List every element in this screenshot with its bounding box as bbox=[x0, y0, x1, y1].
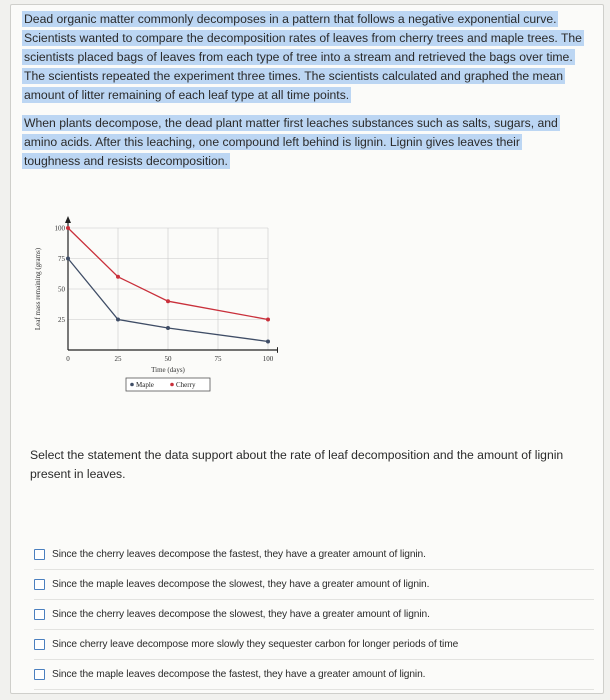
data-point-cherry bbox=[66, 226, 70, 230]
x-tick-label: 75 bbox=[214, 355, 222, 363]
highlighted-text: Dead organic matter commonly decomposes in a pattern that follows a negative exponential curve. Scientists wanted to compare the decomposition rates of leaves from cherry trees and maple trees. The scientists placed bags of leaves from each type of tree into a stream and retrieved the bags over time. The scientists repeated the experiment three times. The scientists calculated and graphed the mean amount of litter remaining of each leaf type at all time points. bbox=[24, 12, 582, 102]
legend-label-cherry: Cherry bbox=[176, 381, 196, 389]
legend-marker-maple bbox=[130, 383, 134, 387]
x-tick-label: 25 bbox=[114, 355, 122, 363]
y-axis-label: Leaf mass remaining (grams) bbox=[34, 247, 42, 331]
choice-label: Since cherry leave decompose more slowly they sequester carbon for longer periods of time bbox=[52, 639, 459, 650]
data-point-cherry bbox=[116, 275, 120, 279]
choice-label: Since the maple leaves decompose the fastest, they have a greater amount of lignin. bbox=[52, 669, 426, 680]
y-tick-label: 75 bbox=[58, 255, 65, 263]
checkbox[interactable] bbox=[34, 609, 45, 620]
y-tick-label: 100 bbox=[54, 224, 65, 233]
choice-label: Since the cherry leaves decompose the fastest, they have a greater amount of lignin. bbox=[52, 549, 426, 560]
question-prompt: Select the statement the data support about the rate of leaf decomposition and the amount of lignin present in leaves. bbox=[30, 448, 564, 481]
x-tick-label: 100 bbox=[262, 355, 274, 363]
x-tick-label: 50 bbox=[164, 355, 172, 363]
checkbox[interactable] bbox=[34, 669, 45, 680]
choice-label: Since the maple leaves decompose the slowest, they have a greater amount of lignin. bbox=[52, 579, 430, 590]
line-chart-svg bbox=[28, 210, 278, 400]
data-point-cherry bbox=[166, 299, 170, 303]
lignin-paragraph bbox=[22, 114, 562, 171]
answer-choice-2[interactable] bbox=[34, 570, 594, 600]
decomposition-chart bbox=[28, 210, 278, 400]
answer-choice-1[interactable] bbox=[34, 540, 594, 570]
legend-label-maple: Maple bbox=[136, 381, 154, 389]
y-axis-arrow bbox=[65, 216, 71, 223]
legend-marker-cherry bbox=[170, 383, 174, 387]
data-point-cherry bbox=[266, 318, 270, 322]
data-point-maple bbox=[166, 326, 170, 330]
intro-paragraph bbox=[22, 10, 582, 105]
data-point-maple bbox=[66, 257, 70, 261]
data-point-maple bbox=[266, 339, 270, 343]
data-point-maple bbox=[116, 318, 120, 322]
x-axis-label: Time (days) bbox=[151, 366, 185, 374]
answer-choice-5[interactable] bbox=[34, 660, 594, 690]
x-axis-arrow bbox=[277, 347, 278, 353]
y-tick-label: 25 bbox=[58, 316, 65, 324]
answer-choices bbox=[34, 540, 594, 690]
checkbox[interactable] bbox=[34, 579, 45, 590]
highlighted-text: When plants decompose, the dead plant matter first leaches substances such as salts, sugars, and amino acids. After this leaching, one compound left behind is lignin. Lignin gives leaves their toughness and resists decomposition. bbox=[24, 116, 558, 168]
choice-label: Since the cherry leaves decompose the slowest, they have a greater amount of lignin. bbox=[52, 609, 430, 620]
y-tick-label: 50 bbox=[58, 285, 65, 294]
x-tick-label: 0 bbox=[66, 355, 70, 363]
answer-choice-3[interactable] bbox=[34, 600, 594, 630]
answer-choice-4[interactable] bbox=[34, 630, 594, 660]
checkbox[interactable] bbox=[34, 549, 45, 560]
checkbox[interactable] bbox=[34, 639, 45, 650]
